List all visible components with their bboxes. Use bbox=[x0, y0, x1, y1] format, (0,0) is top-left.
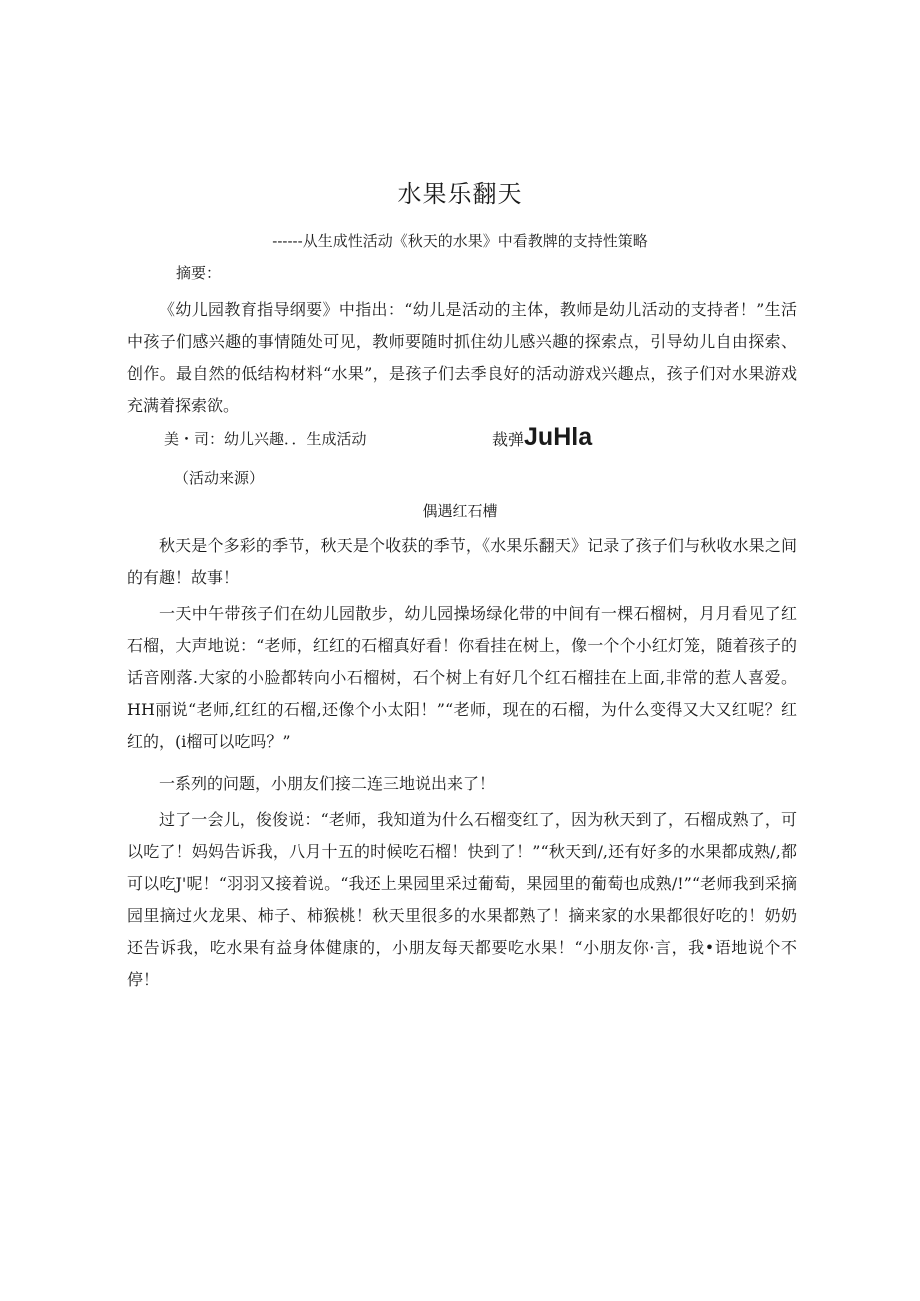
document-title: 水果乐翻天 bbox=[397, 180, 523, 208]
body-paragraph-2: 一天中午带孩子们在幼儿园散步，幼儿园操场绿化带的中间有一棵石榴树，月月看见了红石榴，大声地说：“老师，红红的石榴真好看！你看挂在树上，像一个个小红灯笼，随着孩子的话音刚落.大家的小脸都转向小石榴树，石个树上有好几个红石榴挂在上面,非常的惹人喜爱。HH丽说“老师,红红的石榴,还像个小太阳！”“老师，现在的石榴，为什么变得又大又红呢？红红的，(i榴可以吃吗？” bbox=[127, 604, 797, 751]
abstract-label: 摘要： bbox=[176, 264, 222, 282]
stamp-bold-text: JuHla bbox=[524, 423, 593, 451]
body-paragraph-3: 一系列的问题，小朋友们接二连三地说出来了！ bbox=[159, 774, 496, 793]
stamp-prefix: 裁弹 bbox=[492, 430, 525, 449]
keywords-line: 美・司：幼儿兴趣．．生成活动 bbox=[164, 430, 367, 448]
abstract-paragraph: 《幼儿园教育指导纲要》中指出：“幼儿是活动的主体，教师是幼儿活动的支持者！”生活中孩子们感兴趣的事情随处可见，教师要随时抓住幼儿感兴趣的探索点，引导幼儿自由探索、创作。最自然的低结构材料“水果”，是孩子们去季良好的活动游戏兴趣点，孩子们对水果游戏充满着探索欲。 bbox=[127, 300, 797, 415]
section-heading: 偶遇红石槽 bbox=[422, 502, 498, 520]
body-paragraph-4: 过了一会儿，俊俊说：“老师，我知道为什么石榴变红了，因为秋天到了，石榴成熟了，可以吃了！妈妈告诉我，八月十五的时候吃石榴！快到了！”“秋天到/,还有好多的水果都成熟/,都可以吃J'呢！“羽羽又接着说。“我还上果园里采过葡萄，果园里的葡萄也成熟/!”“老师我到采摘园里摘过火龙果、柿子、柿猴桃！秋天里很多的水果都熟了！摘来家的水果都很好吃的！奶奶还告诉我，吃水果有益身体健康的，小朋友每天都要吃水果！“小朋友你·言，我•语地说个不停！ bbox=[127, 810, 797, 989]
activity-source-label: （活动来源） bbox=[174, 469, 265, 487]
body-paragraph-1: 秋天是个多彩的季节，秋天是个收获的季节，《水果乐翻天》记录了孩子们与秋收水果之间的有趣！故事！ bbox=[127, 536, 797, 587]
garbled-stamp bbox=[492, 423, 592, 452]
document-subtitle: ------从生成性活动《秋天的水果》中看教牌的支持性策略 bbox=[272, 232, 648, 250]
